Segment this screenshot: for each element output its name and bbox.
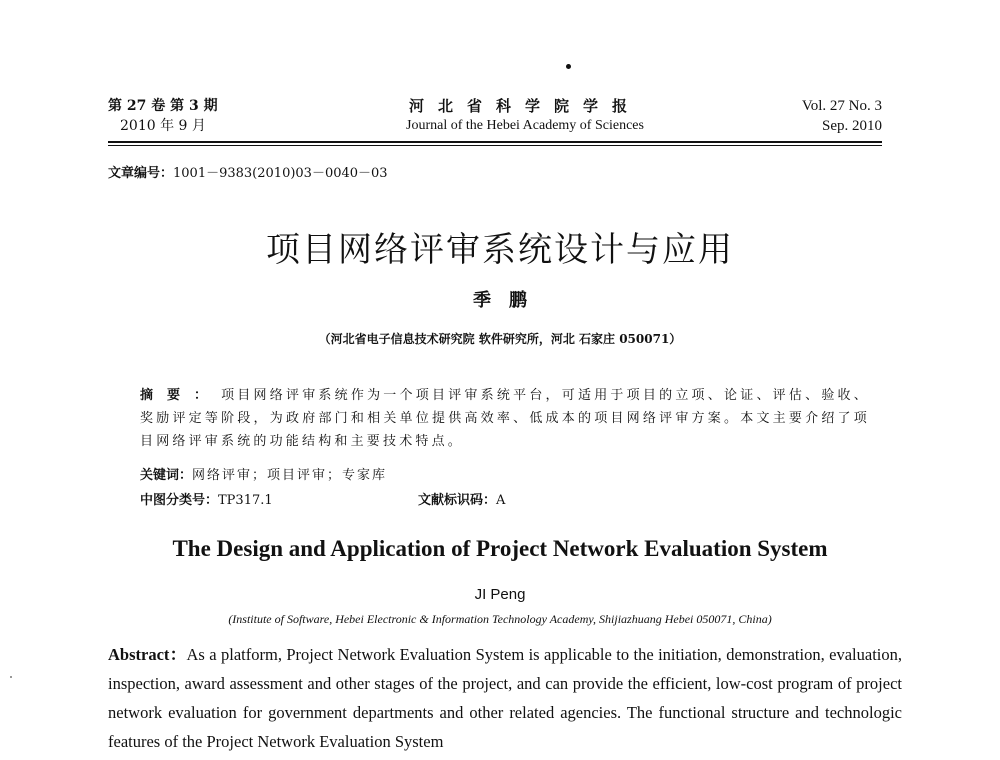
keywords-label: 关键词： [140, 468, 193, 483]
header-volume-cn [108, 96, 218, 136]
article-number [108, 162, 388, 181]
volume-en: Vol. 27 No. 3 [801, 98, 882, 114]
header-volume-en [802, 96, 882, 136]
doc-code-value: A [496, 493, 506, 508]
article-number-value: 1001－9383(2010)03－0040－03 [173, 166, 388, 181]
abstract-cn [140, 384, 870, 453]
margin-mark [10, 676, 12, 678]
volume-cn: 第 27 卷 第 3 期 [108, 98, 218, 114]
header-rule-thin [108, 145, 882, 146]
abstract-en-text: As a platform, Project Network Evaluation System is applicable to the initiation, demonstration, evaluation, inspection, award assessment and other stages of the project, and can provide the efficient, low-cost program of project network evaluation for government departments and other related agencies. The functional structure and technologic features of the Project Network Evaluation System [108, 645, 902, 751]
abstract-cn-label: 摘要： [140, 388, 222, 403]
date-en: Sep. 2010 [822, 118, 882, 134]
journal-name-cn: 河北省科学院学报 [408, 97, 641, 115]
article-number-label: 文章编号： [108, 166, 174, 181]
abstract-en-label: Abstract： [108, 645, 187, 664]
keywords-value: 网络评审；项目评审；专家库 [192, 468, 388, 483]
abstract-cn-text: 项目网络评审系统作为一个项目评审系统平台，可适用于项目的立项、论证、评估、验收、奖励评定等阶段，为政府部门和相关单位提供高效率、低成本的项目网络评审方案。本文主要介绍了项目网络评审系统的功能结构和主要技术特点。 [140, 388, 870, 449]
affiliation-cn: （河北省电子信息技术研究院 软件研究所，河北 石家庄 050071） [318, 332, 682, 346]
header-dot [566, 64, 571, 69]
author-cn: 季鹏 [473, 290, 545, 311]
clc-number [140, 489, 273, 508]
abstract-en [108, 640, 902, 756]
clc-value: TP317.1 [218, 493, 273, 508]
affiliation-en: (Institute of Software, Hebei Electronic & Information Technology Academy, Shijiazhuang Hebei 050071, China) [228, 612, 772, 626]
title-en: The Design and Application of Project Network Evaluation System [172, 536, 828, 561]
header-rule-thick [108, 141, 882, 143]
title-cn: 项目网络评审系统设计与应用 [266, 230, 734, 270]
author-en: JI Peng [474, 586, 526, 603]
document-code [418, 489, 505, 508]
header-journal [370, 96, 680, 136]
clc-label: 中图分类号： [140, 493, 219, 508]
keywords [140, 464, 387, 483]
date-cn: 2010 年 9 月 [120, 118, 206, 134]
doc-code-label: 文献标识码： [418, 493, 497, 508]
journal-name-en: Journal of the Hebei Academy of Sciences [406, 118, 644, 133]
